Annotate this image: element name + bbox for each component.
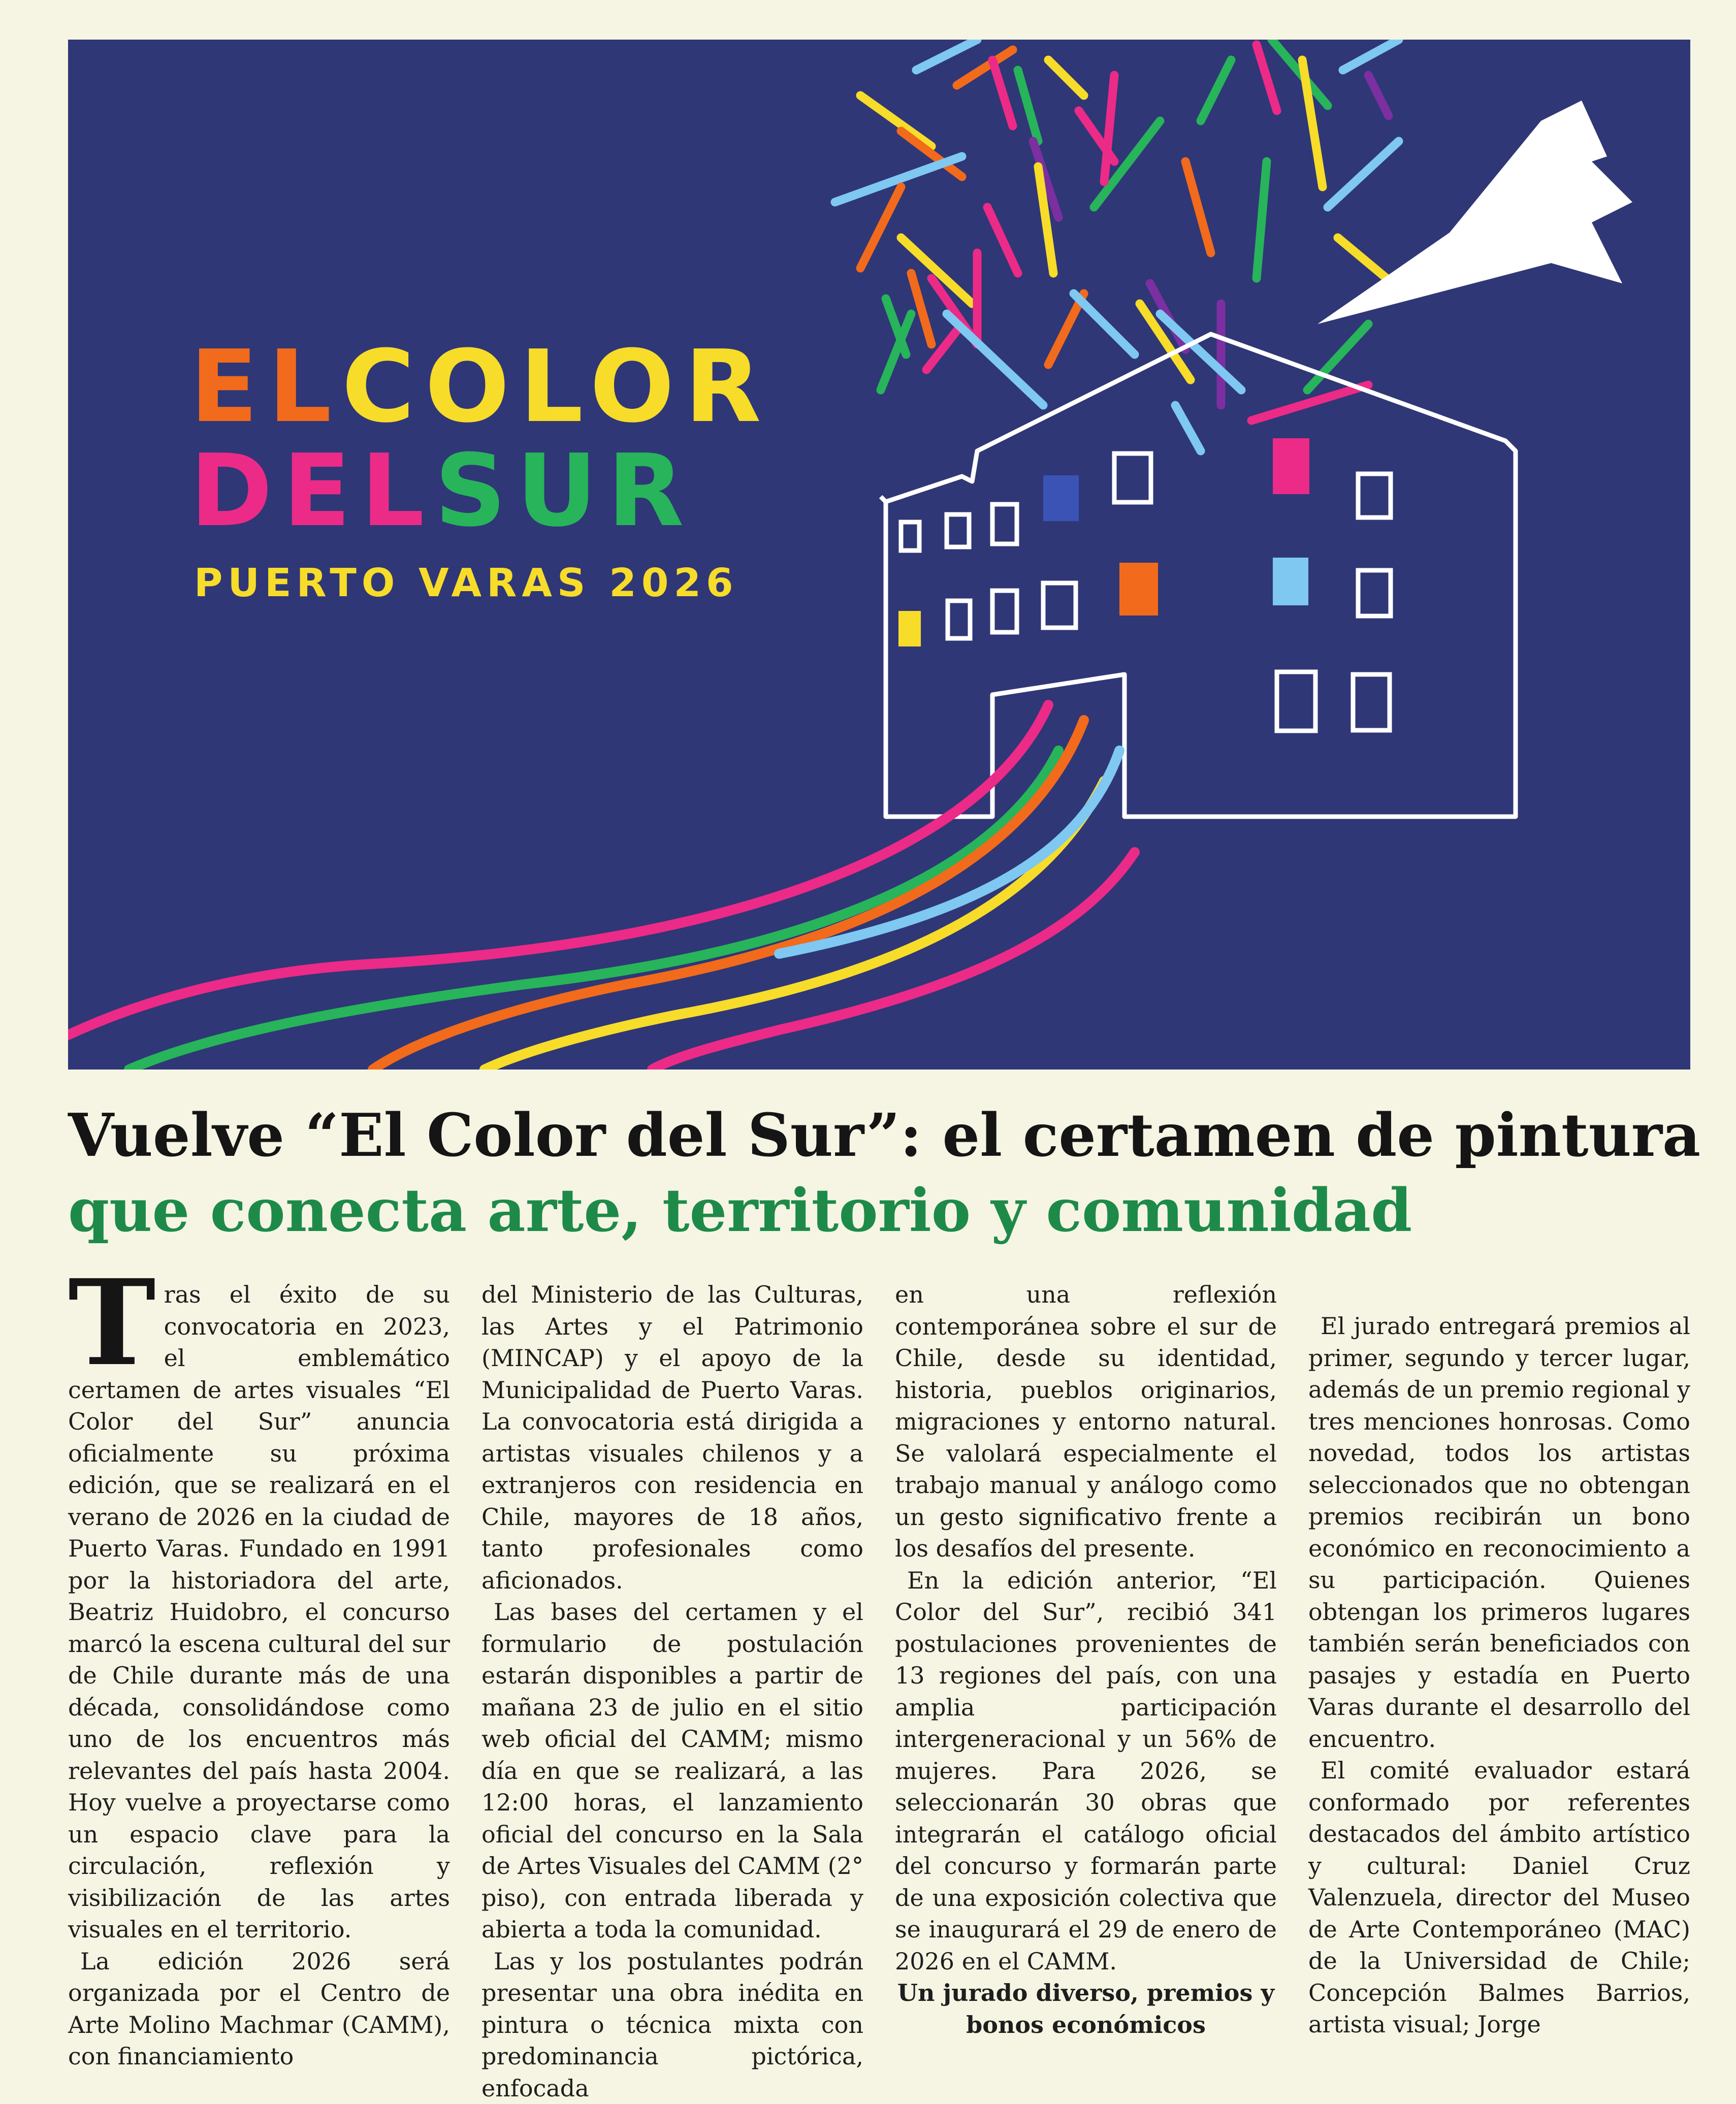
colored-windows [898,438,1309,646]
paragraph-1-text: ras el éxito de su convocatoria en 2023, el emblemático certamen de artes visuales “El Color del Sur” anuncia oficialmente su próxima edición, que se realizará en el verano de 2026 en la ciudad de Puerto Varas. Fundado en 1991 por la historiadora del arte, Beatriz Huidobro, el concurso marcó la escena cultural del sur de Chile durante más de una década, consolidándose como uno de los encuentros más relevantes del país hasta 2004. Hoy vuelve a proyectarse como un espacio clave para la circulación, reflexión y visibilización de las artes visuales en el territorio. [68,1281,450,1943]
headline-line-2: que conecta arte, territorio y comunidad [68,1173,1693,1248]
paragraph-6: El jurado entregará premios al primer, segundo y tercer lugar, además de un premio regional y tres menciones honrosas. Como novedad, todos los artistas seleccionados que no obtengan premios recibirán un bono económico en reconocimiento a su participación. Quienes obtengan los primeros lugares también serán beneficiados con pasajes y estadía en Puerto Varas durante el desarrollo del encuentro. [1308,1310,1690,1755]
logo-line-1 [190,335,771,439]
paragraph-2-continued: del Ministerio de las Culturas, las Artes y el Patrimonio (MINCAP) y el apoyo de la Municipalidad de Puerto Varas. La convocatoria está dirigida a artistas visuales chilenos y a extranjeros con residencia en Chile, mayores de 18 años, tanto profesionales como aficionados. [481,1279,863,1596]
poster-illustration [68,40,1690,1070]
rainbow-stripes [68,705,1135,1070]
article-headline [68,1098,1693,1248]
logo-word-color: COLOR [342,335,771,439]
article-column-3 [895,1279,1277,2041]
confetti-sticks [835,40,1399,451]
paragraph-4-continued: en una reflexión contemporánea sobre el sur de Chile, desde su identidad, historia, pueblos originarios, migraciones y entorno natural. Se valolará especialmente el trabajo manual y análogo como un gesto significativo frente a los desafíos del presente. [895,1279,1277,1565]
paragraph-3: Las bases del certamen y el formulario de postulación estarán disponibles a partir de mañana 23 de julio en el sitio web oficial del CAMM; mismo día en que se realizará, a las 12:00 horas, el lanzamiento oficial del concurso en la Sala de Artes Visuales del CAMM (2° piso), con entrada liberada y abierta a toda la comunidad. [481,1596,863,1946]
paragraph-2: La edición 2026 será organizada por el Centro de Arte Molino Machmar (CAMM), con financiamiento [68,1946,450,2073]
paragraph-7: El comité evaluador estará conformado por referentes destacados del ámbito artístico y cultural: Daniel Cruz Valenzuela, director del Museo de Arte Contemporáneo (MAC) de la Universidad de Chile; Concepción Balmes Barrios, artista visual; Jorge [1308,1755,1690,2041]
logo-word-del: DEL [190,439,434,543]
logo-line-2 [190,439,771,543]
logo-word-sur: SUR [434,439,694,543]
article-column-4 [1308,1310,1690,2041]
logo-word-el: EL [190,335,342,439]
logo-subtitle: PUERTO VARAS 2026 [194,561,771,606]
section-subheading: Un jurado diverso, premios y bonos económicos [895,1977,1277,2041]
drop-cap: T [68,1280,156,1366]
event-logo [190,335,771,606]
paragraph-1 [68,1279,450,1946]
article-column-1 [68,1279,450,2073]
article-column-2 [481,1279,863,2104]
headline-line-1: Vuelve “El Color del Sur”: el certamen de pintura [68,1098,1693,1173]
paragraph-5: En la edición anterior, “El Color del Sur”, recibió 341 postulaciones provenientes de 13 regiones del país, con una amplia participación intergeneracional y un 56% de mujeres. Para 2026, se seleccionarán 30 obras que integrarán el catálogo oficial del concurso y formarán parte de una exposición colectiva que se inaugurará el 29 de enero de 2026 en el CAMM. [895,1565,1277,1978]
house-outline [881,334,1516,817]
white-flag-shape [1317,101,1632,324]
paragraph-4: Las y los postulantes podrán presentar una obra inédita en pintura o técnica mixta con predominancia pictórica, enfocada [481,1946,863,2104]
